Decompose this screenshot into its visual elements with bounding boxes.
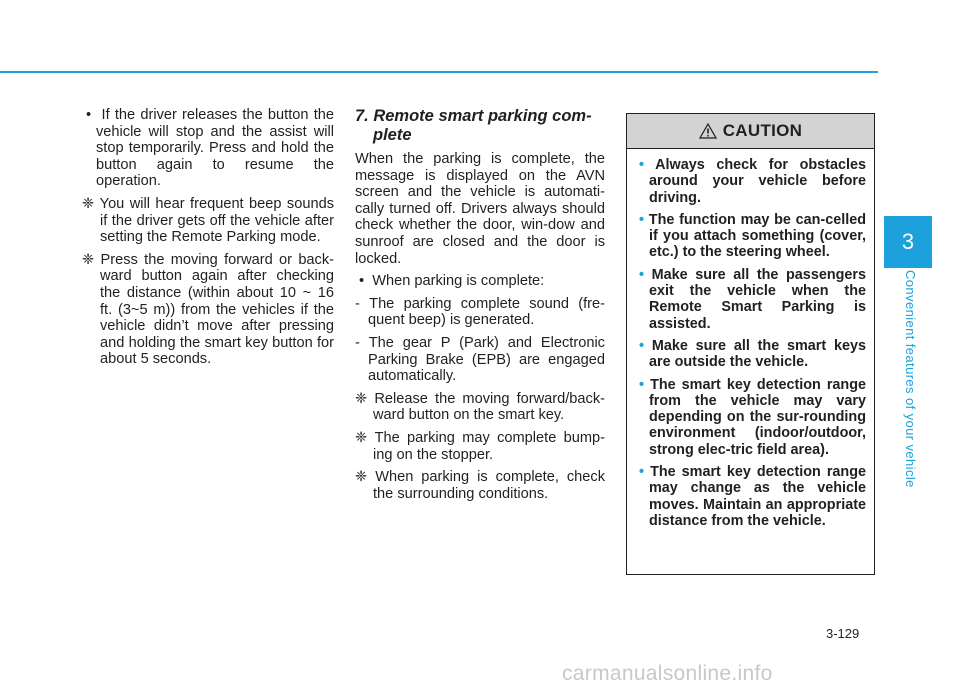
intro-paragraph: When the parking is complete, the message is displayed on the AVN screen and the vehicle is automati-cally turned off. Drivers always should check whether the door, win-dow and sunroof are closed and the door is locked. — [355, 151, 605, 267]
col2-item-4: ❈ The parking may complete bump-ing on the stopper. — [355, 429, 605, 463]
caution-list — [627, 149, 874, 529]
caution-item: • The function may be can-celled if you attach something (cover, etc.) to the steering wheel. — [639, 211, 867, 261]
page-number: 3-129 — [826, 626, 860, 641]
left-column — [82, 107, 334, 374]
col2-item-0: • When parking is complete: — [359, 273, 545, 290]
caution-box — [626, 113, 875, 575]
section-heading: 7. Remote smart parking com-plete — [355, 107, 592, 144]
top-rule — [0, 71, 878, 73]
col2-item-2: - The gear P (Park) and Electronic Parking Brake (EPB) are engaged automatically. — [355, 334, 605, 385]
caution-header — [627, 114, 874, 149]
col2-item-3: ❈ Release the moving forward/back-ward button on the smart key. — [355, 390, 605, 424]
col1-para-2: ❈ Press the moving forward or back-ward button again after checking the distance (within about 10 ~ 16 ft. (3~5 m)) from the vehicles if the vehicle didn’t move after pressing and holding the smart key button for about 5 seconds. — [82, 251, 335, 368]
col1-para-0: • If the driver releases the button the vehicle will stop and the assist will stop temporarily. Press and hold the button again to resume the operation. — [86, 107, 334, 190]
col1-para-1: ❈ You will hear frequent beep sounds if the driver gets off the vehicle after setting the Remote Parking mode. — [82, 195, 334, 246]
col2-item-1: - The parking complete sound (fre-quent beep) is generated. — [355, 295, 605, 329]
caution-title: CAUTION — [722, 121, 803, 140]
col2-item-5: ❈ When parking is complete, check the surrounding conditions. — [355, 469, 605, 502]
watermark: carmanualsonline.info — [562, 662, 773, 685]
caution-item: • The smart key detection range may change as the vehicle moves. Maintain an appropriate distance from the vehicle. — [639, 464, 867, 529]
middle-column — [355, 107, 605, 508]
caution-item: • Make sure all the passengers exit the vehicle when the Remote Smart Parking is assisted. — [639, 266, 867, 332]
warning-triangle-icon — [699, 123, 717, 139]
caution-item: • Always check for obstacles around your vehicle before driving. — [639, 157, 866, 206]
caution-item: • The smart key detection range from the vehicle may vary depending on the sur-rounding environment (indoor/outdoor, strong elec-tric field area). — [639, 376, 867, 458]
chapter-label: Convenient features of your vehicle — [903, 270, 918, 488]
caution-item: • Make sure all the smart keys are outside the vehicle. — [639, 337, 866, 371]
chapter-tab: 3 — [884, 216, 932, 268]
